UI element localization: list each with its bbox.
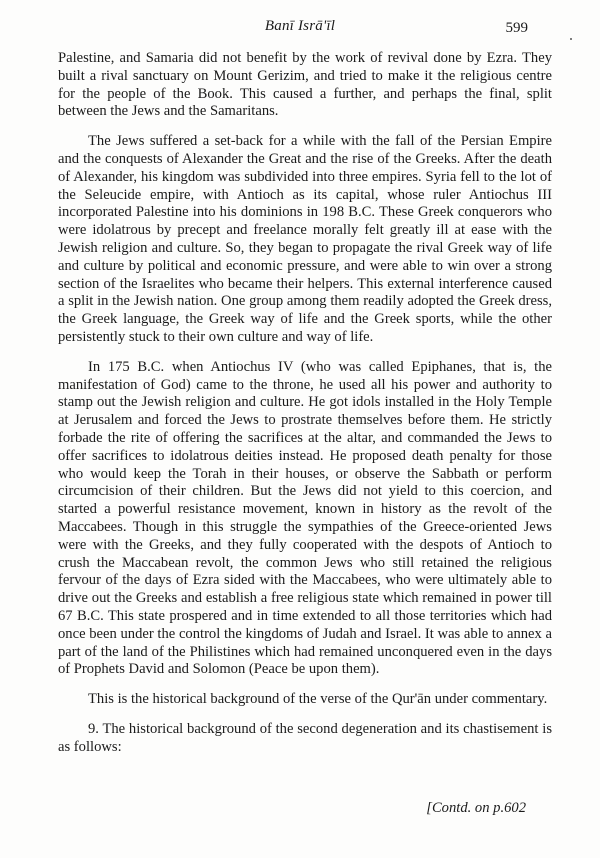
- page-number: 599: [505, 20, 528, 36]
- running-header-title: Banī Isrā'īl: [264, 18, 336, 34]
- paragraph-note-9: 9. The historical background of the second degeneration and its chastisement is as follows:: [58, 720, 552, 755]
- paragraph-maccabees: In 175 B.C. when Antiochus IV (who was called Epiphanes, that is, the manifestation of God) came to the throne, he used all his power and authority to stamp out the Jewish religion and culture. He got idols installed in the Holy Temple at Jerusalem and forced the Jews to prostrate themselves before them. He strictly forbade the rite of offering the sacrifices at the altar, and commanded the Jews to offer sacrifices to idolatrous deities instead. He proposed death penalty for those who would keep the Torah in their houses, or observe the Sabbath or perform circumcision of their children. But the Jews did not yield to this coercion, and started a powerful resistance movement, known in history as the revolt of the Maccabees. Though in this struggle the sympathies of the Greece-oriented Jews were with the Greeks, and they fully cooperated with the despots of Antioch to crush the Maccabean revolt, the common Jews who still retained the religious fervour of the days of Ezra sided with the Maccabees, who were ultimately able to drive out the Greeks and establish a free religious state which remained in power till 67 B.C. This state prospered and in time extended to all those territories which had once been under the control the kingdoms of Judah and Israel. It was able to annex a part of the land of the Philistines which had remained unconquered even in the days of Prophets David and Solomon (Peace be upon them).: [58, 358, 552, 678]
- paragraph-samaritans: Palestine, and Samaria did not benefit by the work of revival done by Ezra. They built a rival sanctuary on Mount Gerizim, and tried to make it the religious centre for the people of the Book. This caused a further, and perhaps the final, split between the Jews and the Samaritans.: [58, 50, 552, 120]
- body-text: [58, 50, 552, 768]
- continued-note: [Contd. on p.602: [426, 800, 526, 816]
- scan-speck: [570, 38, 572, 40]
- paragraph-background-summary: This is the historical background of the verse of the Qur'ān under commentary.: [88, 691, 548, 708]
- running-header: [0, 18, 600, 40]
- paragraph-greek-conquest: The Jews suffered a set-back for a while with the fall of the Persian Empire and the conquests of Alexander the Great and the rise of the Greeks. After the death of Alexander, his kingdom was subdivided into three empires. Syria fell to the lot of the Seleucide empire, with Antioch as its capital, whose ruler Antiochus III incorporated Palestine into his dominions in 198 B.C. These Greek conquerors who were idolatrous by precept and freelance morally felt greatly ill at ease with the Jewish religion and culture. So, they began to propagate the rival Greek way of life and culture by political and economic pressure, and were able to win over a strong section of the Israelites who became their helpers. This external interference caused a split in the Jewish nation. One group among them readily adopted the Greek dress, the Greek language, the Greek way of life and the Greek sports, while the other persistently stuck to their own culture and way of life.: [58, 133, 552, 345]
